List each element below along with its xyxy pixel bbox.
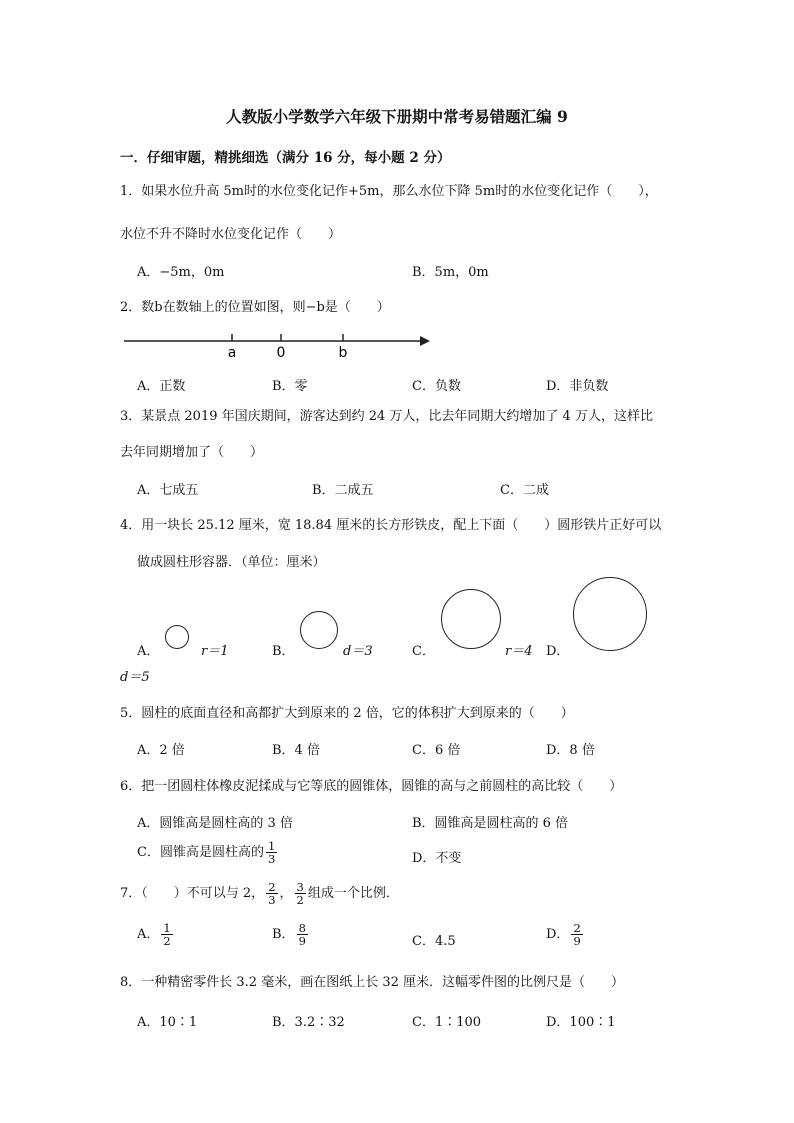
q4-option-c-note: r＝4	[505, 644, 533, 659]
q8-option-c[interactable]: C．1∶100	[412, 1015, 482, 1030]
q7-option-b[interactable]: B． $\frac{8}{9}$	[272, 921, 306, 948]
tick-label-b: b	[338, 345, 348, 361]
q7-option-d[interactable]: D． $\frac{2}{9}$	[546, 921, 581, 948]
q3-stem-line1: 3．某景点 2019 年国庆期间，游客达到约 24 万人，比去年同期大约增加了 4 万人，这样比	[120, 409, 653, 424]
q7-option-a[interactable]: A． $\frac{1}{2}$	[137, 921, 171, 948]
q6-option-d[interactable]: D．不变	[412, 851, 462, 866]
q1-option-a[interactable]: A．−5m，0m	[137, 265, 225, 280]
q6-option-c-fraction: $\frac{1}{3}$	[267, 839, 276, 866]
tick-label-zero: 0	[276, 345, 286, 361]
q4-stem-line1: 4．用一块长 25.12 厘米，宽 18.84 厘米的长方形铁皮，配上下面（ ）圆形铁片正好可以	[120, 518, 662, 533]
q7-stem: 7．（ ）不可以与 2， $\frac{2}{3}$ ， $\frac{3}{2}$ 组成一个比例．	[120, 880, 399, 907]
q5-stem: 5．圆柱的底面直径和高都扩大到原来的 2 倍，它的体积扩大到原来的（ ）	[120, 706, 574, 721]
q3-option-b[interactable]: B．二成五	[312, 483, 374, 498]
q4-option-c-circle[interactable]	[441, 589, 501, 649]
q7-fraction-1: $\frac{2}{3}$	[268, 880, 276, 907]
q2-option-b[interactable]: B．零	[272, 379, 308, 394]
q4-option-b-note: d＝3	[343, 644, 373, 659]
q5-option-d[interactable]: D．8 倍	[546, 743, 595, 758]
q5-option-c[interactable]: C．6 倍	[412, 743, 461, 758]
q2-option-c[interactable]: C．负数	[412, 379, 461, 394]
number-line-arrow	[420, 336, 430, 346]
q1-option-b[interactable]: B．5m，0m	[412, 265, 489, 280]
q3-option-a[interactable]: A．七成五	[137, 483, 199, 498]
q8-option-d[interactable]: D．100∶1	[546, 1015, 616, 1030]
q4-option-a-note: r＝1	[201, 644, 229, 659]
q6-stem: 6．把一团圆柱体橡皮泥揉成与它等底的圆锥体，圆锥的高与之前圆柱的高比较（ ）	[120, 779, 623, 794]
q5-option-a[interactable]: A．2 倍	[137, 743, 185, 758]
section-heading: 一．仔细审题，精挑细选（满分 16 分，每小题 2 分）	[120, 150, 451, 166]
q4-option-b-circle[interactable]	[300, 611, 338, 649]
q2-option-d[interactable]: D．非负数	[546, 379, 609, 394]
q4-stem-line2: 做成圆柱形容器．（单位：厘米）	[137, 555, 326, 570]
q8-stem: 8．一种精密零件长 3.2 毫米，画在图纸上长 32 厘米．这幅零件图的比例尺是（ ）	[120, 975, 625, 990]
q4-option-c-label[interactable]: C．	[412, 644, 435, 659]
q4-option-a-label[interactable]: A．	[137, 644, 160, 659]
q1-stem-line2: 水位不升不降时水位变化记作（ ）	[120, 227, 342, 242]
number-line-figure	[120, 326, 440, 362]
q6-option-b[interactable]: B．圆锥高是圆柱高的 6 倍	[412, 816, 569, 831]
q1-stem-line1: 1．如果水位升高 5m时的水位变化记作+5m，那么水位下降 5m时的水位变化记作（ ），	[120, 184, 658, 199]
q3-stem-line2: 去年同期增加了（ ）	[120, 445, 264, 460]
q8-option-a[interactable]: A．10∶1	[137, 1015, 198, 1030]
q4-option-d-circle[interactable]	[573, 577, 647, 651]
q3-option-c[interactable]: C．二成	[500, 483, 549, 498]
q4-option-a-circle[interactable]	[165, 625, 189, 649]
q7-fraction-2: $\frac{3}{2}$	[296, 880, 304, 907]
q6-option-a[interactable]: A．圆锥高是圆柱高的 3 倍	[137, 816, 293, 831]
q6-option-c[interactable]	[137, 840, 279, 865]
q4-option-d-label[interactable]: D．	[546, 644, 570, 659]
q2-stem: 2．数b在数轴上的位置如图，则−b是（ ）	[120, 300, 390, 315]
q4-option-b-label[interactable]: B．	[272, 644, 295, 659]
tick-label-a: a	[227, 345, 237, 361]
q7-option-c[interactable]: C．4.5	[412, 934, 456, 949]
q5-option-b[interactable]: B．4 倍	[272, 743, 320, 758]
q8-option-b[interactable]: B．3.2∶32	[272, 1015, 345, 1030]
q6-option-c-text: C．圆锥高是圆柱高的	[137, 845, 264, 860]
q2-option-a[interactable]: A．正数	[137, 379, 186, 394]
page-title: 人教版小学数学六年级下册期中常考易错题汇编 9	[226, 107, 568, 126]
q4-option-d-note: d＝5	[120, 670, 150, 685]
